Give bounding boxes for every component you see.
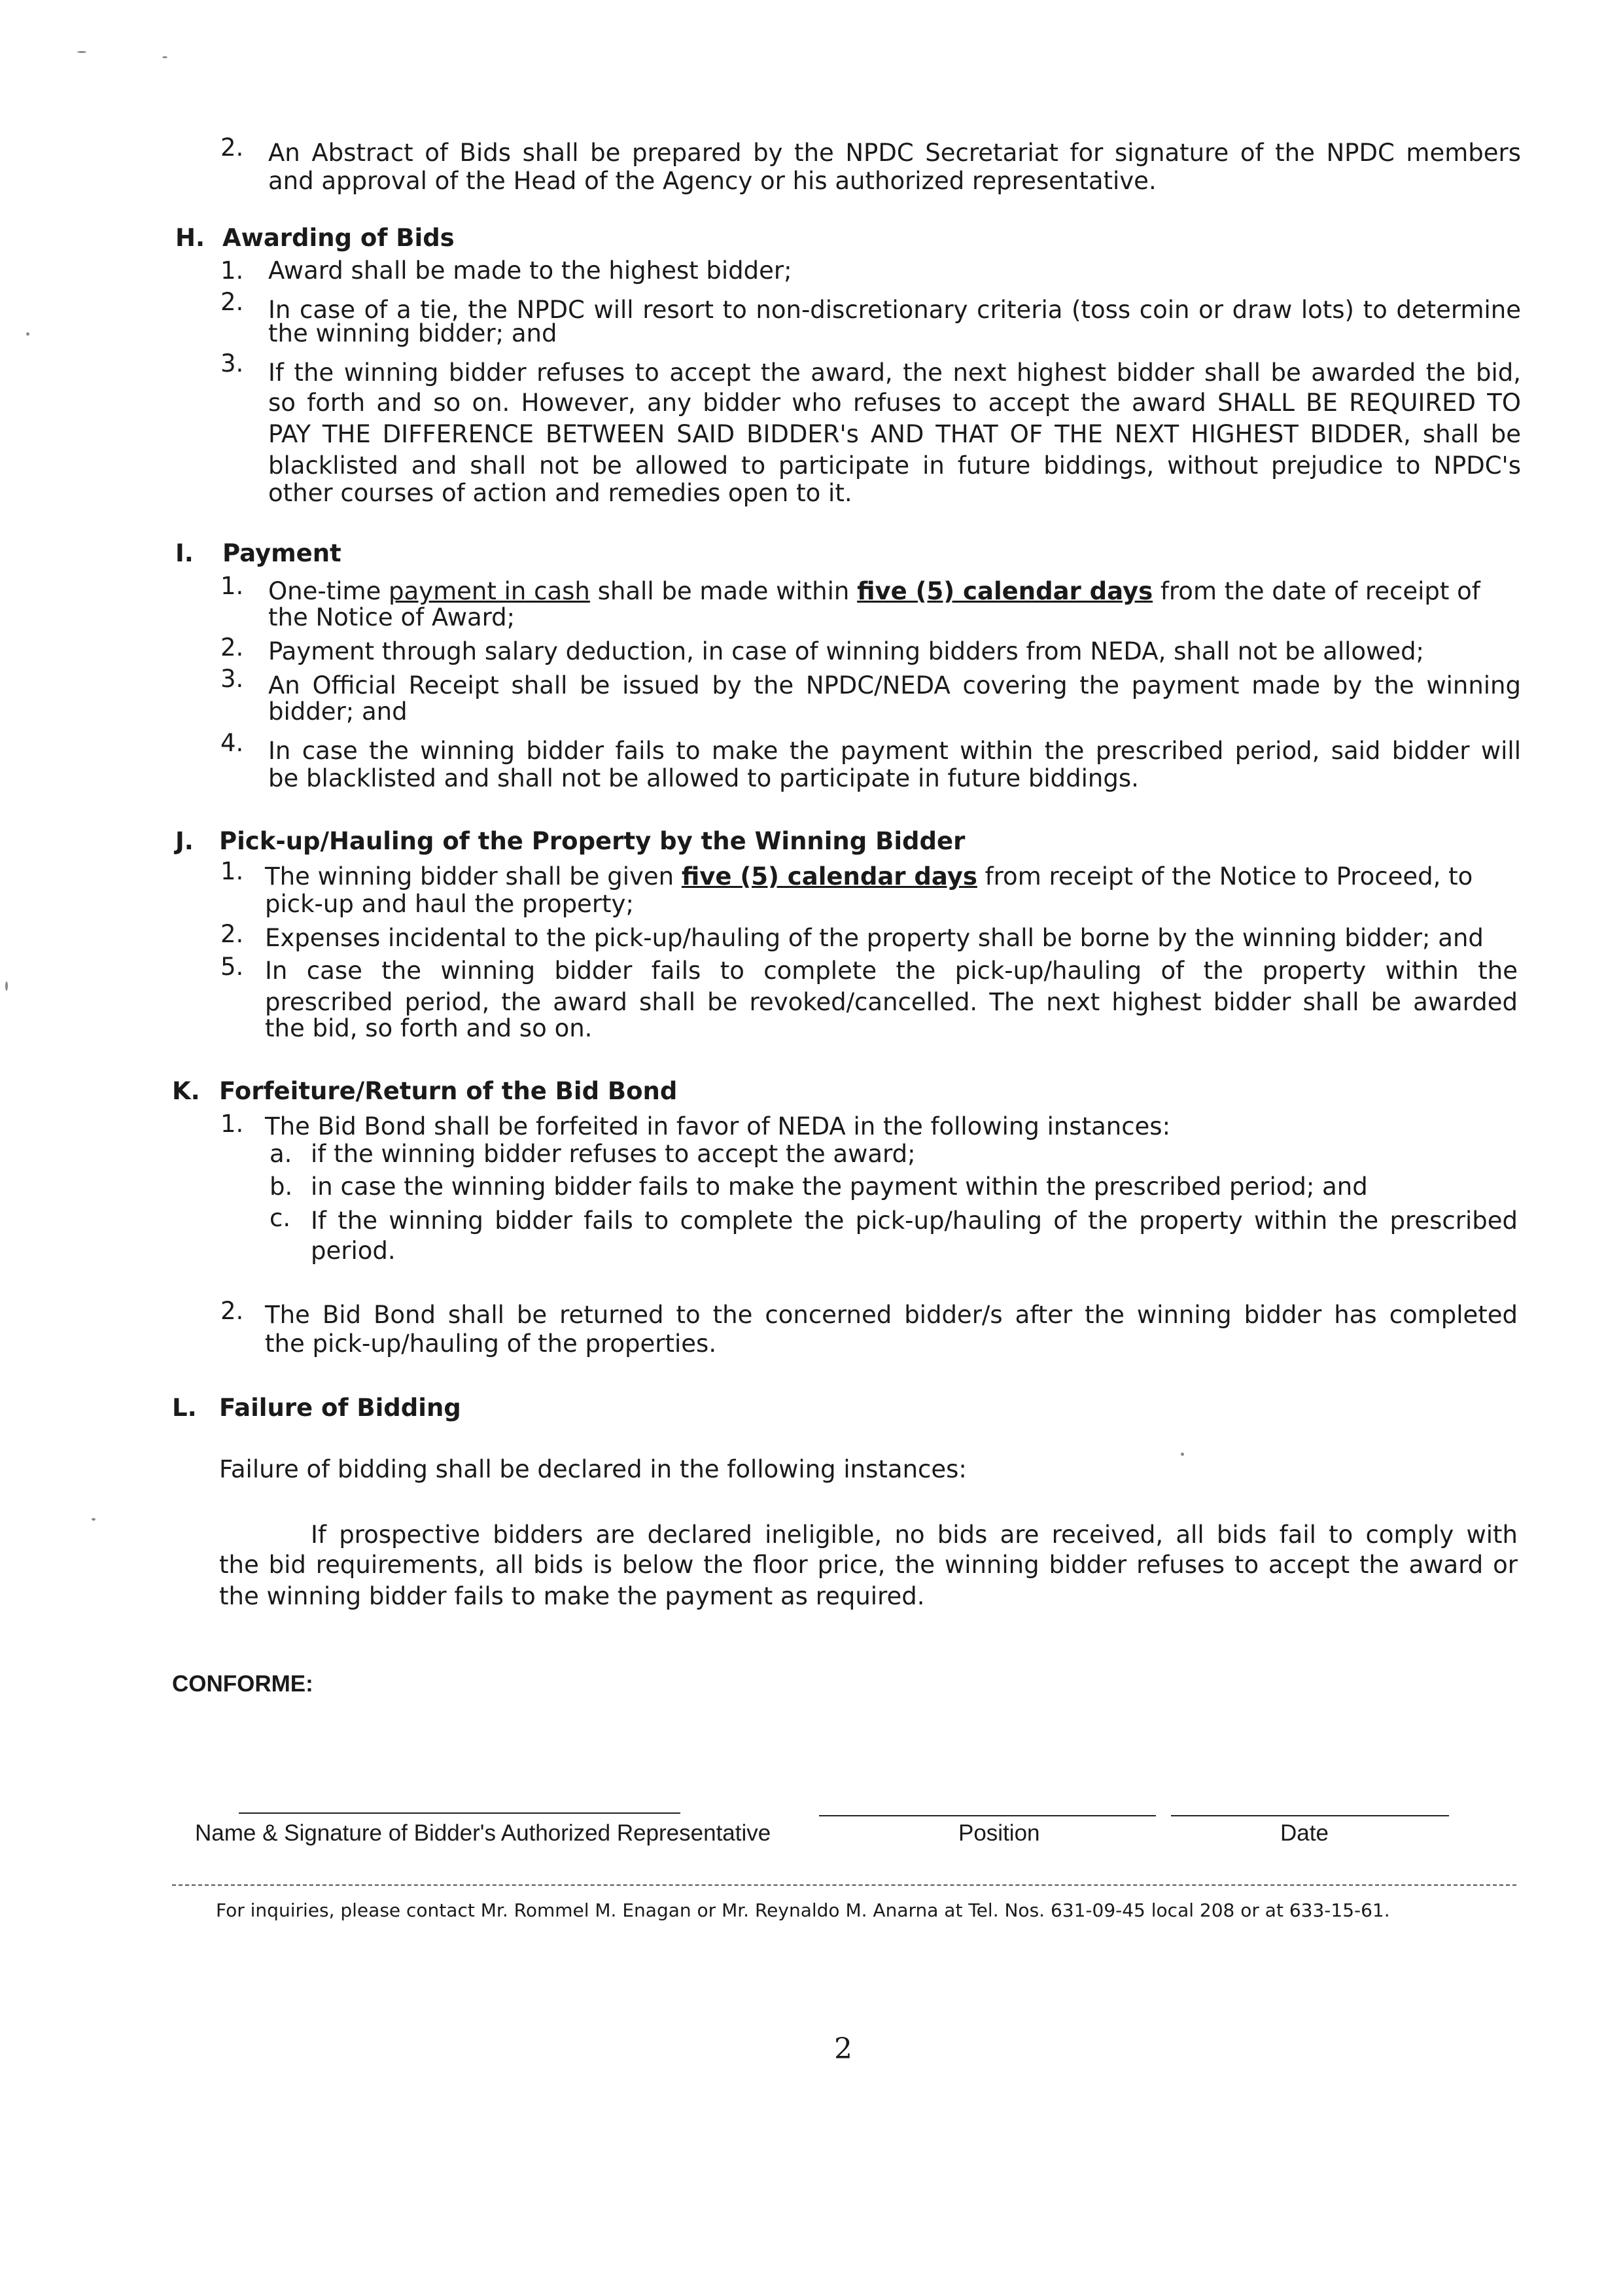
item-number: 1.: [220, 572, 244, 600]
section-letter: L.: [172, 1394, 197, 1422]
paragraph-line: be blacklisted and shall not be allowed to participate in future biddings.: [268, 764, 1139, 792]
paragraph-line: in case the winning bidder fails to make the payment within the prescribed period; and: [311, 1173, 1368, 1201]
footer-inquiries: For inquiries, please contact Mr. Rommel M. Enagan or Mr. Reynaldo M. Anarna at Tel. Nos. 631-09-45 local 208 or at 633-15-61.: [216, 1899, 1390, 1921]
paragraph-line: if the winning bidder refuses to accept the award;: [311, 1140, 916, 1168]
emphasized-phrase: five (5) calendar days: [857, 577, 1153, 605]
paragraph-line: the pick-up/hauling of the properties.: [265, 1330, 717, 1358]
date-label: Date: [1280, 1820, 1329, 1846]
paragraph-line: In case of a tie, the NPDC will resort to non-discretionary criteria (toss coin or draw lots) to determine: [268, 296, 1521, 324]
text-run: The winning bidder shall be given: [265, 862, 682, 891]
section-letter: J.: [175, 827, 194, 855]
text-run: One-time: [268, 577, 389, 605]
scan-speck: [5, 981, 8, 991]
section-title: Forfeiture/Return of the Bid Bond: [219, 1077, 678, 1105]
item-number: 2.: [220, 133, 244, 162]
date-line: [1171, 1815, 1449, 1816]
text-run: from the date of receipt of: [1153, 577, 1480, 605]
item-number: 3.: [220, 665, 244, 693]
section-letter: I.: [175, 539, 194, 567]
scan-speck: [77, 51, 86, 53]
section-title: Payment: [222, 539, 341, 567]
paragraph-line: If prospective bidders are declared ineligible, no bids are received, all bids fail to comply with: [311, 1521, 1518, 1549]
paragraph-line: If the winning bidder fails to complete the pick-up/hauling of the property within the prescribed: [311, 1207, 1518, 1235]
paragraph-line: pick-up and haul the property;: [265, 890, 634, 918]
text-run: shall be made within: [589, 577, 858, 605]
paragraph-line: An Official Receipt shall be issued by the NPDC/NEDA covering the payment made by the winning: [268, 671, 1521, 699]
item-number: 2.: [220, 920, 244, 948]
paragraph-line: so forth and so on. However, any bidder who refuses to accept the award SHALL BE REQUIRED TO: [268, 389, 1521, 417]
paragraph-line: [265, 861, 1473, 892]
paragraph-line: the Notice of Award;: [268, 603, 515, 631]
paragraph-line: the bid requirements, all bids is below the floor price, the winning bidder refuses to accept the award or: [219, 1551, 1518, 1579]
item-number: 5.: [220, 953, 244, 981]
page-number: 2: [834, 2032, 852, 2066]
paragraph-line: and approval of the Head of the Agency or his authorized representative.: [268, 167, 1157, 195]
scan-speck: [162, 56, 167, 58]
section-title: Pick-up/Hauling of the Property by the Winning Bidder: [219, 827, 966, 855]
item-number: 4.: [220, 729, 244, 757]
section-letter: K.: [172, 1077, 200, 1105]
paragraph-line: the winning bidder fails to make the payment as required.: [219, 1582, 925, 1610]
paragraph-line: other courses of action and remedies open to it.: [268, 479, 852, 507]
scan-speck: [92, 1518, 96, 1521]
item-number: 2.: [220, 633, 244, 662]
item-number: 2.: [220, 288, 244, 316]
paragraph-line: If the winning bidder refuses to accept the award, the next highest bidder shall be awarded the bid,: [268, 359, 1521, 387]
emphasized-phrase: five (5) calendar days: [681, 862, 977, 891]
paragraph-line: The Bid Bond shall be forfeited in favor of NEDA in the following instances:: [265, 1112, 1171, 1140]
item-number: 2.: [220, 1297, 244, 1325]
signature-line: [239, 1812, 680, 1814]
paragraph-line: An Abstract of Bids shall be prepared by the NPDC Secretariat for signature of the NPDC members: [268, 139, 1521, 167]
scan-speck: [26, 332, 29, 336]
position-label: Position: [958, 1820, 1040, 1846]
item-number: 1.: [220, 857, 244, 885]
paragraph-line: the winning bidder; and: [268, 319, 557, 347]
item-number: 1.: [220, 256, 244, 285]
paragraph-line: period.: [311, 1237, 396, 1265]
section-title: Awarding of Bids: [222, 224, 455, 252]
paragraph-line: prescribed period, the award shall be revoked/cancelled. The next highest bidder shall be awarded: [265, 988, 1518, 1016]
paragraph-line: Award shall be made to the highest bidder;: [268, 256, 792, 285]
paragraph-line: In case the winning bidder fails to complete the pick-up/hauling of the property within the: [265, 957, 1518, 985]
underlined-phrase: payment in cash: [389, 577, 590, 605]
paragraph-line: In case the winning bidder fails to make the payment within the prescribed period, said bidder will: [268, 737, 1521, 765]
conforme-label: CONFORME:: [172, 1671, 313, 1697]
paragraph-line: the bid, so forth and so on.: [265, 1014, 593, 1042]
item-number: 3.: [220, 349, 244, 378]
item-number: b.: [270, 1173, 293, 1201]
text-run: from receipt of the Notice to Proceed, to: [977, 862, 1473, 891]
paragraph-line: Payment through salary deduction, in case of winning bidders from NEDA, shall not be allowed;: [268, 637, 1425, 665]
item-number: 1.: [220, 1110, 244, 1138]
paragraph-line: Failure of bidding shall be declared in the following instances:: [219, 1455, 967, 1483]
paragraph-line: PAY THE DIFFERENCE BETWEEN SAID BIDDER's AND THAT OF THE NEXT HIGHEST BIDDER, shall be: [268, 420, 1521, 448]
paragraph-line: The Bid Bond shall be returned to the concerned bidder/s after the winning bidder has completed: [265, 1301, 1518, 1329]
item-number: c.: [270, 1204, 291, 1232]
paragraph-line: Expenses incidental to the pick-up/hauling of the property shall be borne by the winning bidder; and: [265, 924, 1484, 952]
paragraph-line: blacklisted and shall not be allowed to participate in future biddings, without prejudice to NPDC's: [268, 451, 1521, 480]
signature-label: Name & Signature of Bidder's Authorized Representative: [195, 1820, 771, 1846]
footer-divider: [172, 1884, 1516, 1886]
item-number: a.: [270, 1140, 292, 1168]
section-title: Failure of Bidding: [219, 1394, 461, 1422]
position-line: [819, 1815, 1156, 1816]
scan-speck: [1181, 1453, 1184, 1456]
paragraph-line: bidder; and: [268, 698, 408, 726]
section-letter: H.: [175, 224, 205, 252]
